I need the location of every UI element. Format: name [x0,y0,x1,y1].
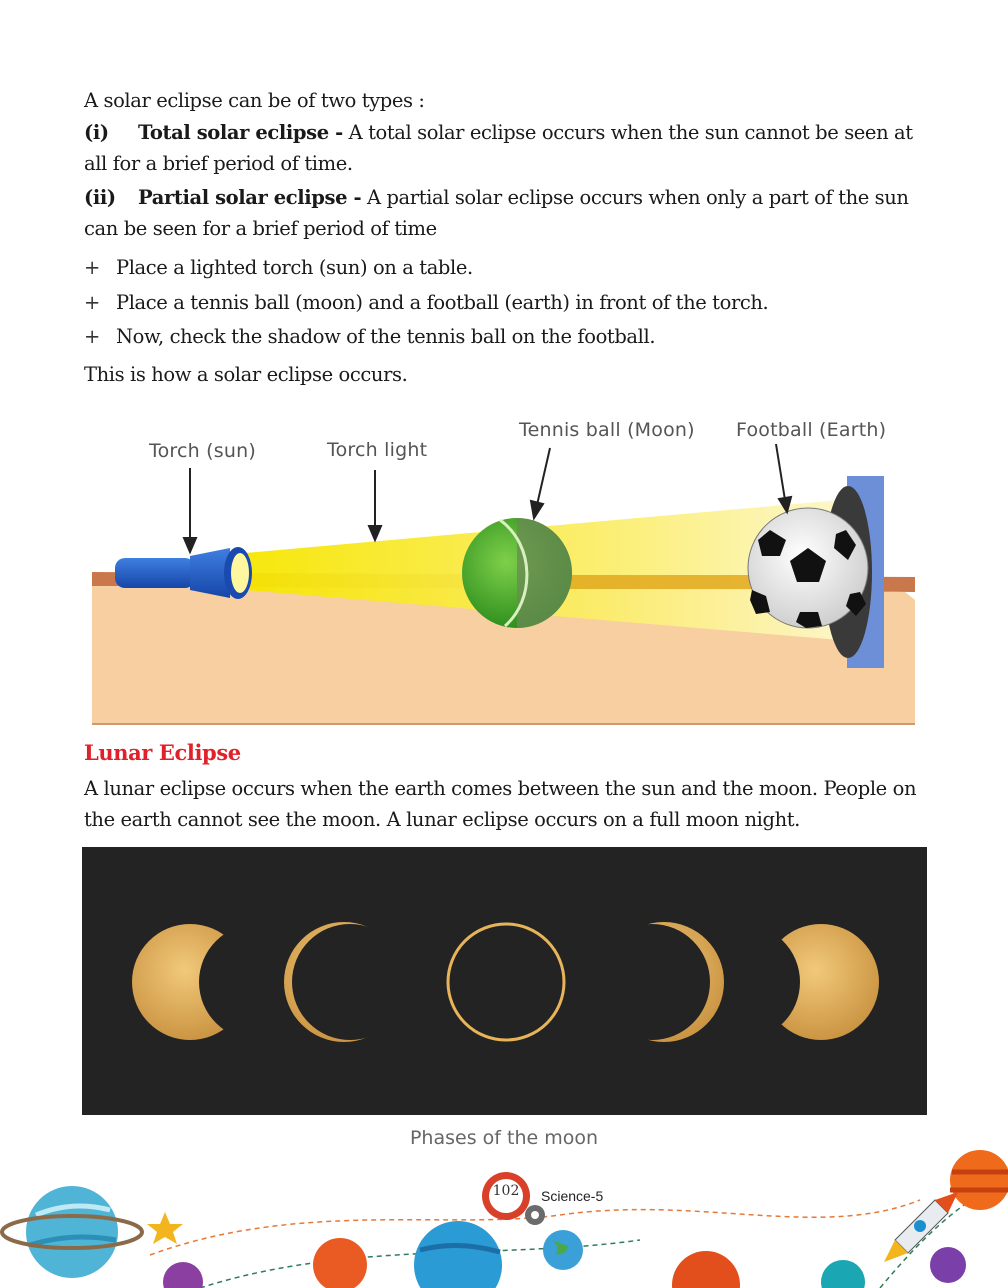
type-number: (ii) [84,186,116,209]
tennis-ball-icon [462,518,572,628]
list-item-text: Now, check the shadow of the tennis ball on the football. [116,325,656,348]
plus-icon: + [84,256,100,279]
moon-phase-1 [132,924,248,1040]
star-icon [147,1212,183,1244]
type-term: Partial solar eclipse - [138,186,362,209]
type-desc: A partial solar eclipse occurs when only a part of the sun [361,186,909,209]
planet-orange-icon [313,1238,367,1288]
planet-teal-icon [821,1260,865,1288]
list-item [84,256,473,279]
lunar-text-line: the earth cannot see the moon. A lunar eclipse occurs on a full moon night. [84,808,800,831]
planet-ringed-icon [2,1186,142,1278]
planet-striped-icon [950,1150,1008,1210]
book-name: Science-5 [541,1188,604,1204]
planet-blue-icon [414,1221,502,1288]
label-football: Football (Earth) [736,419,887,441]
list-item-text: Place a lighted torch (sun) on a table. [116,256,473,279]
moon-phase-2 [284,922,404,1042]
intro-text: A solar eclipse can be of two types : [84,89,425,112]
page-number: 102 [492,1183,520,1199]
plus-icon: + [84,291,100,314]
conclusion-text: This is how a solar eclipse occurs. [84,363,408,386]
type-desc: A total solar eclipse occurs when the sun cannot be seen at [342,121,913,144]
planet-violet-icon [930,1247,966,1283]
moon-phases-image [82,847,927,1115]
type-number: (i) [84,121,109,144]
list-item [84,291,768,314]
type-term: Total solar eclipse - [138,121,343,144]
football-icon [748,508,868,628]
type-total [84,117,929,179]
plus-icon: + [84,325,100,348]
lunar-text [84,773,929,835]
label-torch: Torch (sun) [149,440,256,462]
section-title-lunar: Lunar Eclipse [84,740,241,765]
type-partial [84,182,929,244]
planet-purple-icon [163,1262,203,1288]
lunar-text-line: A lunar eclipse occurs when the earth comes between the sun and the moon. People on [84,777,917,800]
moon-phase-4 [604,922,724,1042]
type-desc-cont: all for a brief period of time. [84,152,353,175]
planet-red-icon [672,1251,740,1288]
label-tennis-ball: Tennis ball (Moon) [519,419,695,441]
label-torch-light: Torch light [327,439,428,461]
type-desc-cont: can be seen for a brief period of time [84,217,437,240]
moon-phase-5 [763,924,879,1040]
list-item [84,325,655,348]
phases-caption: Phases of the moon [409,1127,599,1149]
list-item-text: Place a tennis ball (moon) and a football (earth) in front of the torch. [116,291,769,314]
footer-space-decoration [0,1140,1008,1288]
